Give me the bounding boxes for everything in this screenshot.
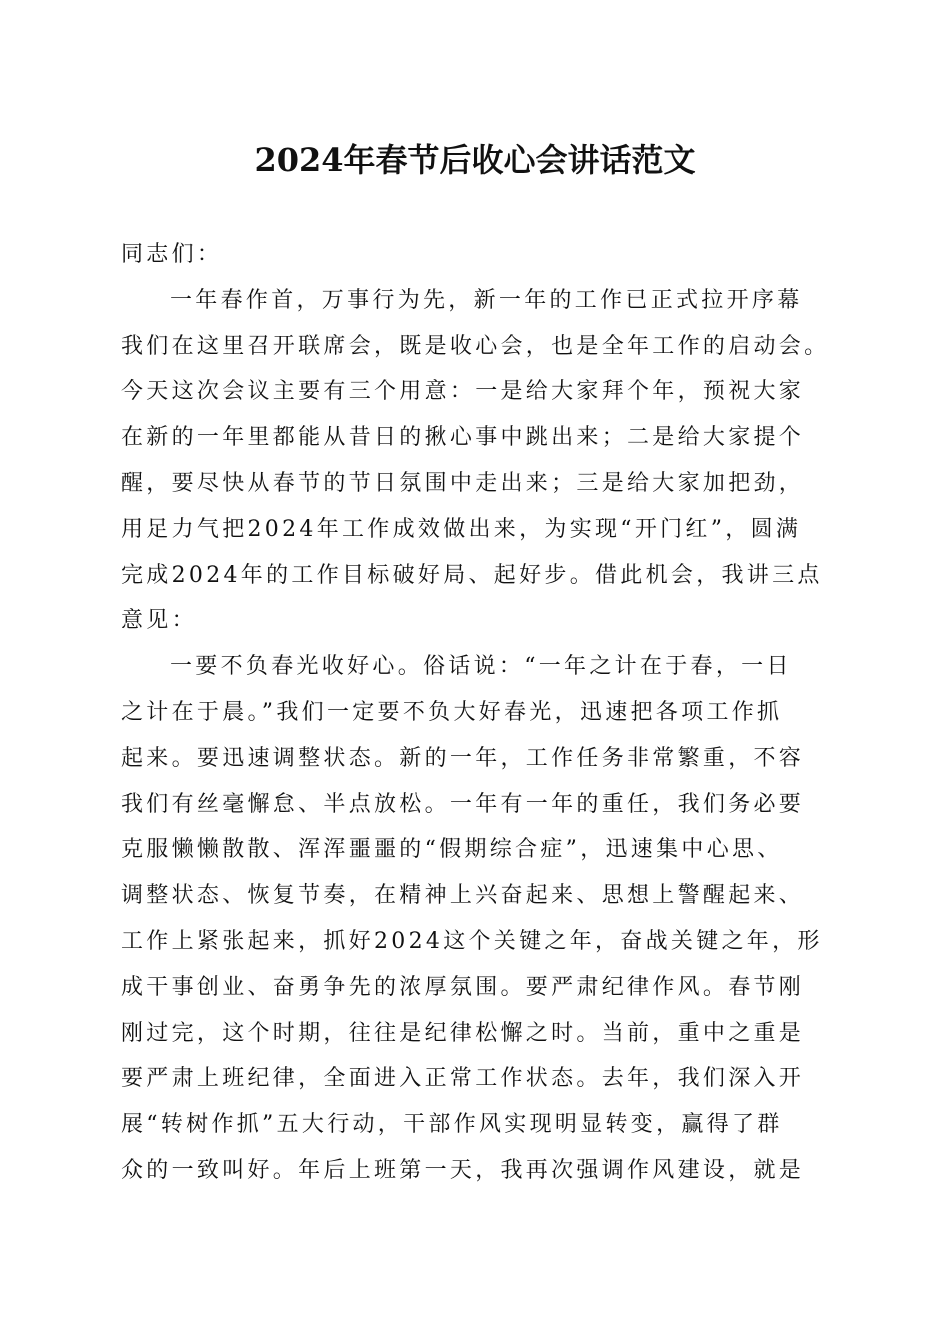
paragraph-line: 今天这次会议主要有三个用意：一是给大家拜个年，预祝大家 [121,379,805,405]
paragraph-line: 醒，要尽快从春节的节日氛围中走出来；三是给大家加把劲， [121,470,805,496]
paragraph-line: 刚过完，这个时期，往往是纪律松懈之时。当前，重中之重是 [121,1020,805,1046]
document-title: 2024年春节后收心会讲话范文 [254,141,696,179]
paragraph-line: 一要不负春光收好心。俗话说：“一年之计在于春，一日 [170,654,792,680]
paragraph-line: 用足力气把2024年工作成效做出来，为实现“开门红”，圆满 [121,516,802,542]
salutation-line: 同志们： [121,242,223,267]
paragraph-line: 在新的一年里都能从昔日的揪心事中跳出来；二是给大家提个 [121,425,805,451]
paragraph-line: 意见： [121,608,197,634]
paragraph-line: 我们在这里召开联席会，既是收心会，也是全年工作的启动会。 [121,333,830,359]
paragraph-line: 克服懒懒散散、浑浑噩噩的“假期综合症”，迅速集中心思、 [121,837,783,863]
paragraph-line: 起来。要迅速调整状态。新的一年，工作任务非常繁重，不容 [121,745,805,771]
paragraph-line: 一年春作首，万事行为先，新一年的工作已正式拉开序幕 [170,287,803,313]
paragraph-line: 完成2024年的工作目标破好局、起好步。借此机会，我讲三点 [121,562,823,588]
paragraph-line: 调整状态、恢复节奏，在精神上兴奋起来、思想上警醒起来、 [121,883,805,909]
paragraph-line: 成干事创业、奋勇争先的浓厚氛围。要严肃纪律作风。春节刚 [121,974,805,1000]
paragraph-line: 众的一致叫好。年后上班第一天，我再次强调作风建设，就是 [121,1157,805,1183]
paragraph-line: 展“转树作抓”五大行动，干部作风实现明显转变，赢得了群 [121,1112,783,1138]
paragraph-line: 之计在于晨。”我们一定要不负大好春光，迅速把各项工作抓 [121,699,783,725]
document-body [121,232,830,1194]
paragraph-line: 要严肃上班纪律，全面进入正常工作状态。去年，我们深入开 [121,1066,805,1092]
paragraph-line: 我们有丝毫懈怠、半点放松。一年有一年的重任，我们务必要 [121,791,805,817]
paragraph-line: 工作上紧张起来，抓好2024这个关键之年，奋战关键之年，形 [121,928,823,954]
